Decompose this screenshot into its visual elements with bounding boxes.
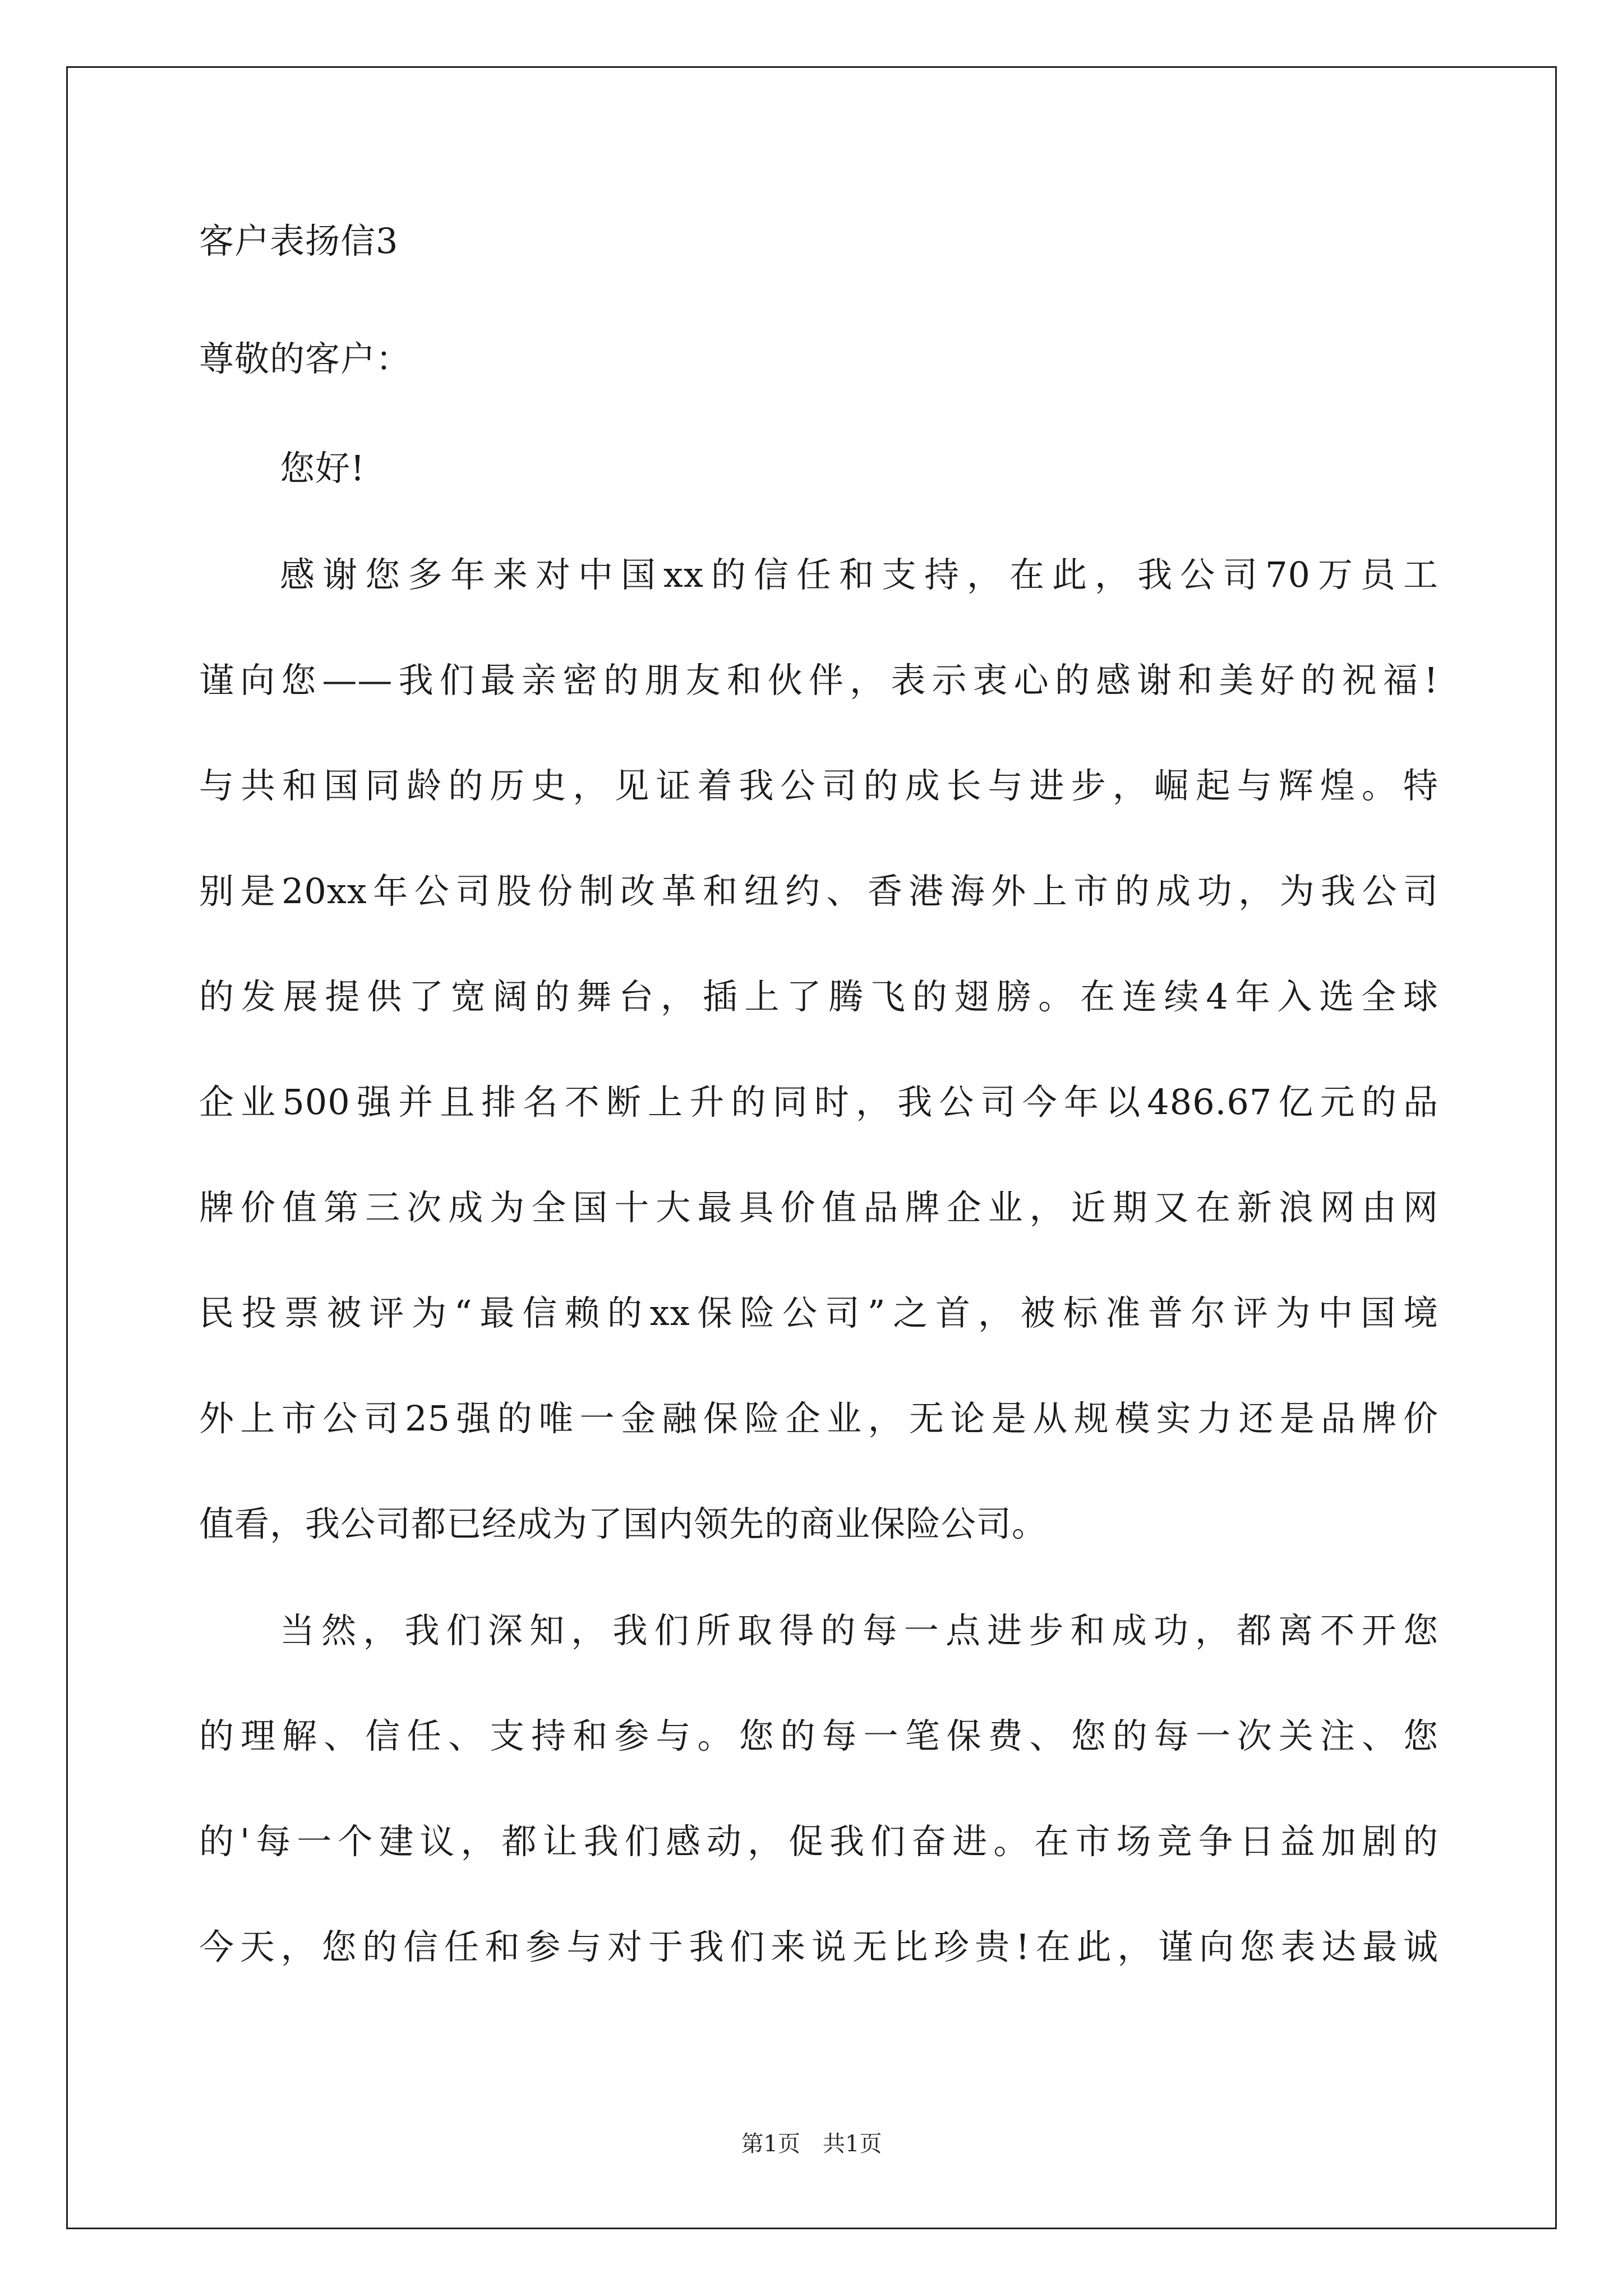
- paragraph-line: 民投票被评为“最信赖的xx保险公司”之首，被标准普尔评为中国境: [199, 1292, 1438, 1333]
- letter-salutation: 尊敬的客户：: [199, 338, 412, 379]
- paragraph-line: 的'每一个建议，都让我们感动，促我们奋进。在市场竞争日益加剧的: [199, 1821, 1438, 1862]
- page-border: [66, 66, 1557, 2229]
- letter-title: 客户表扬信3: [199, 220, 399, 261]
- paragraph-line: 牌价值第三次成为全国十大最具价值品牌企业，近期又在新浪网由网: [199, 1187, 1438, 1228]
- paragraph-line: 谨向您——我们最亲密的朋友和伙伴，表示衷心的感谢和美好的祝福!: [199, 660, 1438, 701]
- paragraph-line: 感谢您多年来对中国xx的信任和支持，在此，我公司70万员工: [280, 554, 1438, 595]
- letter-greeting: 您好!: [280, 448, 365, 489]
- paragraph-line: 当然，我们深知，我们所取得的每一点进步和成功，都离不开您: [280, 1610, 1438, 1651]
- paragraph-line: 值看，我公司都已经成为了国内领先的商业保险公司。: [199, 1503, 1048, 1544]
- paragraph-line: 企业500强并且排名不断上升的同时，我公司今年以486.67亿元的品: [199, 1082, 1438, 1122]
- paragraph-line: 外上市公司25强的唯一金融保险企业，无论是从规模实力还是品牌价: [199, 1398, 1438, 1439]
- paragraph-line: 的发展提供了宽阔的舞台，插上了腾飞的翅膀。在连续4年入选全球: [199, 976, 1438, 1017]
- page-number-footer: 第1页 共1页: [741, 2131, 882, 2157]
- paragraph-line: 的理解、信任、支持和参与。您的每一笔保费、您的每一次关注、您: [199, 1715, 1438, 1756]
- paragraph-line: 别是20xx年公司股份制改革和纽约、香港海外上市的成功，为我公司: [199, 871, 1438, 912]
- paragraph-line: 今天，您的信任和参与对于我们来说无比珍贵!在此，谨向您表达最诚: [199, 1926, 1438, 1967]
- paragraph-line: 与共和国同龄的历史，见证着我公司的成长与进步，崛起与辉煌。特: [199, 765, 1438, 806]
